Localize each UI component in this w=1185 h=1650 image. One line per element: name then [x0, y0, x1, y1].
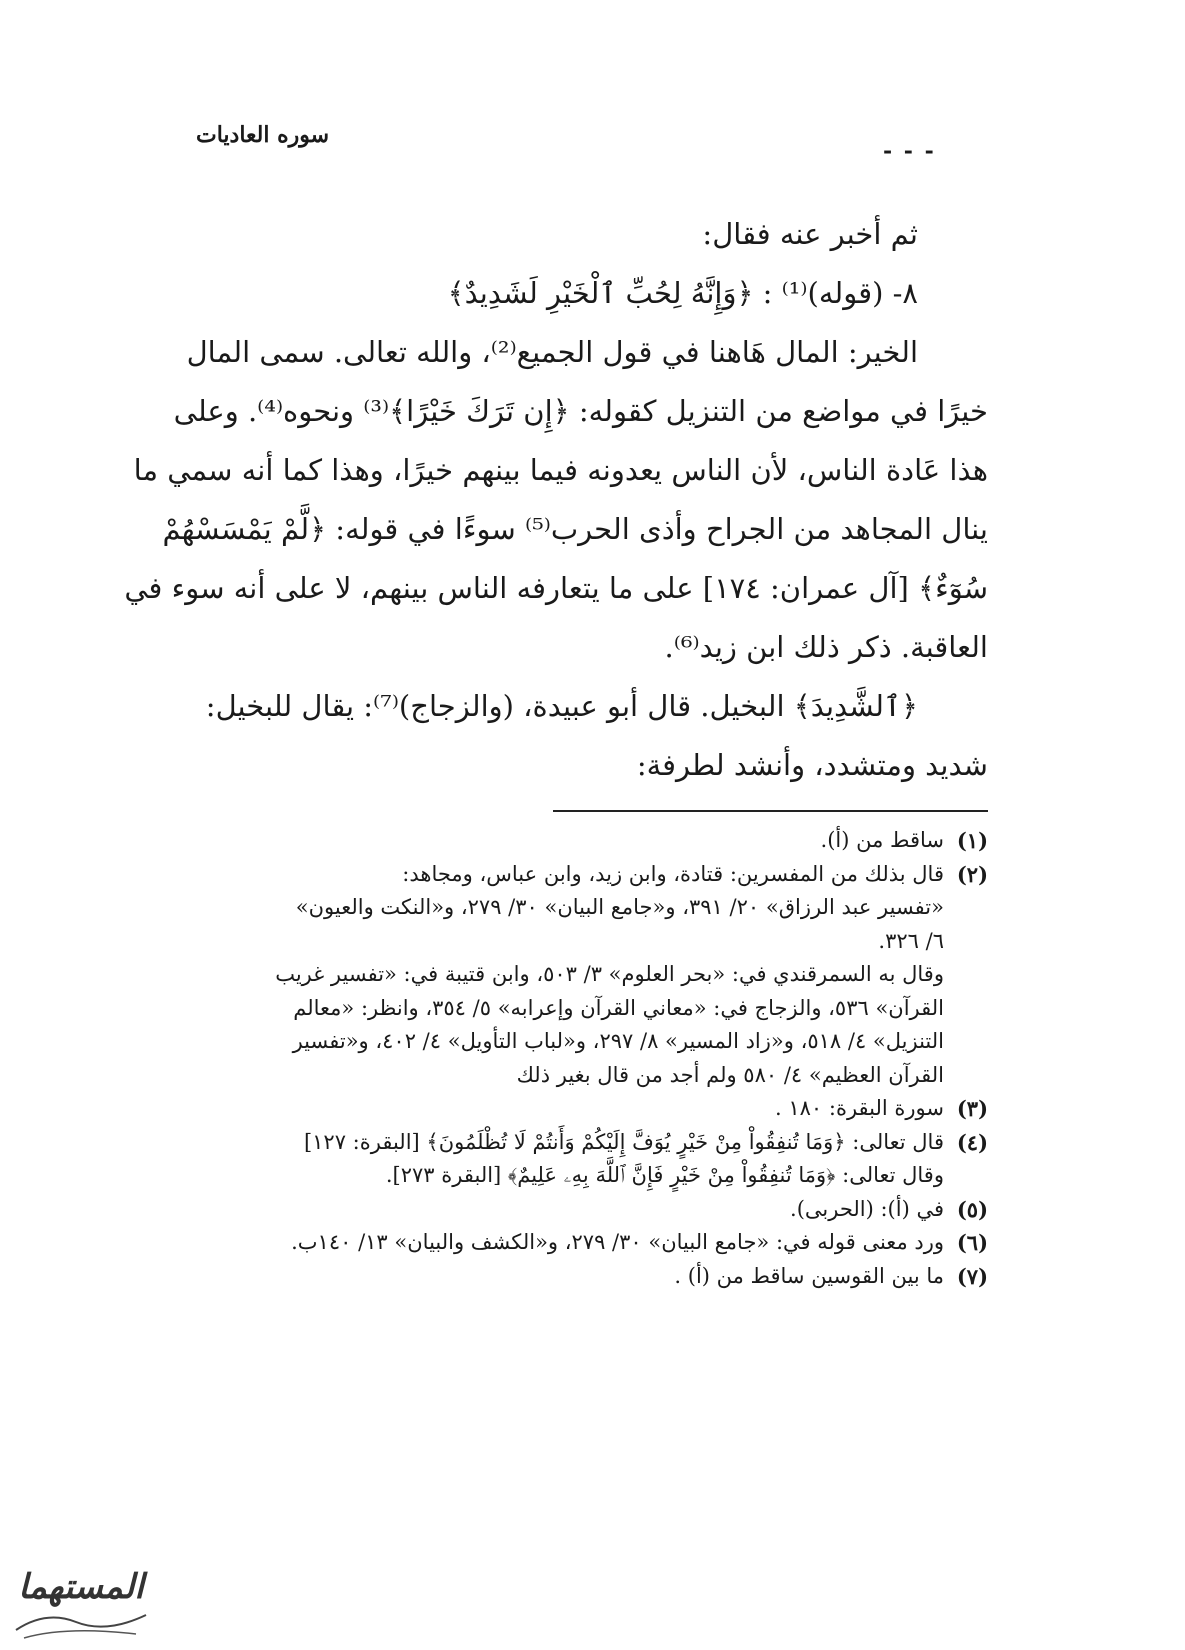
footnote-number: (٧)	[956, 1263, 988, 1289]
main-line: هذا عَادة الناس، لأن الناس يعدونه فيما بينهم خيرًا، وهذا كما أنه سمي ما	[133, 453, 988, 487]
footnote-line: وقال تعالى: ﴿وَمَا تُنفِقُواْ مِنْ خَيْرٍ فَإِنَّ ٱللَّهَ بِهِۦ عَلِيمٌ﴾ [البقرة ٢٧٣].	[385, 1163, 944, 1187]
footnote-continuation	[140, 958, 988, 1092]
main-line: الخير: المال هَاهنا في قول الجميع⁽²⁾، والله تعالى. سمى المال	[186, 335, 918, 369]
footnote	[140, 824, 988, 858]
footnote	[140, 1260, 988, 1294]
page-number: - - -	[883, 138, 936, 164]
footnote	[140, 1126, 988, 1193]
footnote-line: في (أ): (الحربى).	[790, 1196, 944, 1221]
footnote-line: ما بين القوسين ساقط من (أ) .	[674, 1263, 944, 1288]
main-line: ﴿ٱلشَّدِيدَ﴾ البخيل. قال أبو عبيدة، (والزجاج)⁽⁷⁾: يقال للبخيل:	[205, 689, 918, 723]
footnote-number: (٤)	[956, 1129, 988, 1155]
footnote-line: قال تعالى: ﴿وَمَا تُنفِقُواْ مِنْ خَيْرٍ يُوَفَّ إِلَيْكُمْ وَأَنتُمْ لَا تُظْلَمُونَ﴾ [البقرة: ١٢٧]	[303, 1129, 944, 1154]
footnote-line: وقال به السمرقندي في: «بحر العلوم» ٣/ ٥٠٣، وابن قتيبة في: «تفسير غريب	[275, 962, 944, 986]
footnote-line: ٦/ ٣٢٦.	[878, 928, 944, 953]
footnote-separator	[553, 810, 988, 812]
footnote-line: قال بذلك من المفسرين: قتادة، وابن زيد، وابن عباس، ومجاهد:	[402, 861, 944, 886]
footnote-line: ساقط من (أ).	[820, 828, 944, 852]
footnote	[140, 858, 988, 959]
logo-watermark-text: المستهما	[18, 1567, 144, 1607]
footnote-number: (١)	[956, 828, 988, 853]
footnote-line: «تفسير عبد الرزاق» ٢٠/ ٣٩١، و«جامع البيان» ٣٠/ ٢٧٩، و«النكت والعيون»	[295, 895, 944, 919]
main-line: خيرًا في مواضع من التنزيل كقوله: ﴿إِن تَرَكَ خَيْرًا﴾⁽³⁾ ونحوه⁽⁴⁾. وعلى	[173, 394, 988, 428]
footnote-number: (٦)	[956, 1230, 988, 1255]
footnote-line: التنزيل» ٤/ ٥١٨، و«زاد المسير» ٨/ ٢٩٧، و«لباب التأويل» ٤/ ٤٠٢، و«تفسير	[292, 1029, 944, 1053]
main-line-verse: ٨- (قوله)⁽¹⁾ : ﴿وَإِنَّهُ لِحُبِّ ٱلْخَيْرِ لَشَدِيدٌ﴾	[447, 276, 918, 310]
main-line: ينال المجاهد من الجراح وأذى الحرب⁽⁵⁾ سوءًا في قوله: ﴿لَّمْ يَمْسَسْهُمْ	[162, 512, 988, 546]
footnote-line: ورد معنى قوله في: «جامع البيان» ٣٠/ ٢٧٩، و«الكشف والبيان» ١٣/ ١٤٠ب.	[291, 1230, 944, 1254]
footnote-number: (٢)	[956, 861, 988, 887]
running-header-title: سوره العاديات	[196, 122, 330, 148]
footnote-line: القرآن» ٥٣٦، والزجاج في: «معاني القرآن وإعرابه» ٥/ ٣٥٤، وانظر: «معالم	[293, 995, 944, 1020]
main-text	[124, 205, 988, 795]
main-line: العاقبة. ذكر ذلك ابن زيد⁽⁶⁾.	[664, 630, 988, 664]
main-line: ثم أخبر عنه فقال:	[702, 217, 918, 251]
footnote	[140, 1092, 988, 1126]
footnote-number	[944, 958, 988, 1092]
footnote	[140, 1226, 988, 1260]
footnote	[140, 1193, 988, 1227]
footnote-line: سورة البقرة: ١٨٠ .	[775, 1096, 944, 1120]
footnotes	[140, 824, 988, 1293]
footnote-number: (٥)	[956, 1196, 988, 1222]
footnote-line: القرآن العظيم» ٤/ ٥٨٠ ولم أجد من قال بغير ذلك	[516, 1062, 944, 1087]
main-line: سُوٓءٌ﴾ [آل عمران: ١٧٤] على ما يتعارفه الناس بينهم، لا على أنه سوء في	[124, 571, 988, 605]
main-line: شديد ومتشدد، وأنشد لطرفة:	[636, 748, 988, 782]
footnote-number: (٣)	[956, 1096, 988, 1121]
